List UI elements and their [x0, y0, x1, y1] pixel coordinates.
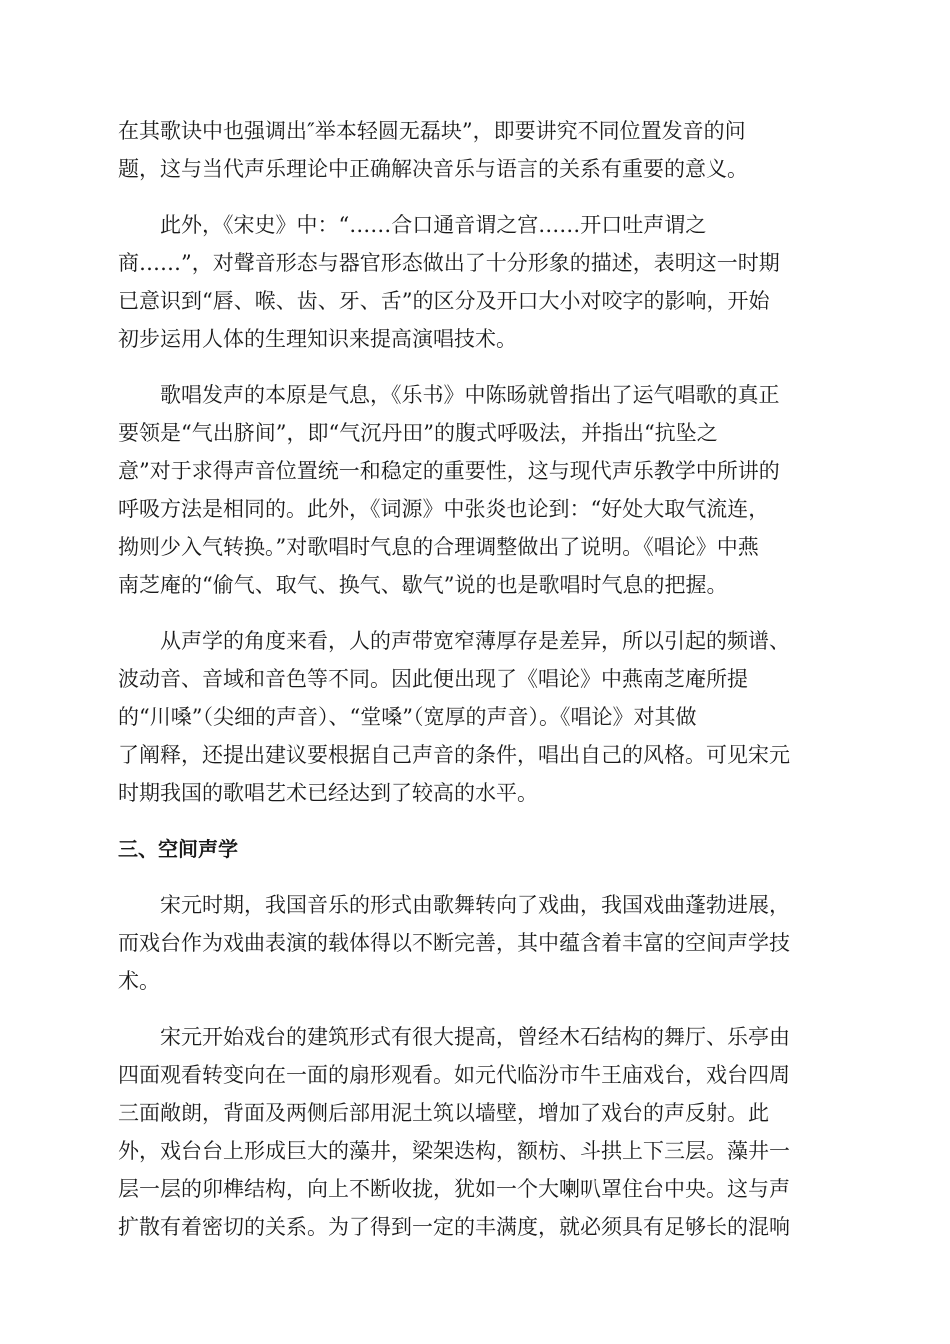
paragraph-opera-stage-intro: [118, 886, 838, 1000]
paragraph-acoustics-voice: [118, 622, 838, 812]
text-line: 从声学的角度来看，人的声带宽窄薄厚存是差异，所以引起的频谱、: [160, 629, 790, 653]
text-line: 拗则少入气转换。”对歌唱时气息的合理调整做出了说明。《唱论》中燕: [118, 535, 759, 559]
section-heading: 三、空间声学: [118, 837, 238, 861]
text-line: 四面观看转变向在一面的扇形观看。如元代临汾市牛王庙戏台，戏台四周: [118, 1063, 790, 1087]
text-line: 扩散有着密切的关系。为了得到一定的丰满度，就必须具有足够长的混响: [118, 1215, 790, 1239]
text-line: 三面敞朗，背面及两侧后部用泥土筑以墙壁，增加了戏台的声反射。此: [118, 1101, 769, 1125]
paragraph-breathing: [118, 376, 838, 604]
text-line: 此外，《宋史》中：“……合口通音谓之宫……开口吐声谓之: [160, 213, 707, 237]
text-line: 层一层的卯榫结构，向上不断收拢，犹如一个大喇叭罩住台中央。这与声: [118, 1177, 790, 1201]
text-line: 术。: [118, 969, 160, 993]
text-line: 宋元开始戏台的建筑形式有很大提高，曾经木石结构的舞厅、乐亭由: [160, 1025, 790, 1049]
text-line: 歌唱发声的本原是气息，《乐书》中陈旸就曾指出了运气唱歌的真正: [160, 383, 780, 407]
paragraph-song-shi: [118, 206, 838, 358]
text-line: 南芝庵的“偷气、取气、换气、歇气”说的也是歌唱时气息的把握。: [118, 573, 728, 597]
text-line: 在其歌诀中也强调出″举本轻圆无磊块”，即要讲究不同位置发音的问: [118, 119, 746, 143]
text-line: 宋元时期，我国音乐的形式由歌舞转向了戏曲，我国戏曲蓬勃进展，: [160, 893, 790, 917]
text-line: 要领是“气出脐间”，即“气沉丹田”的腹式呼吸法，并指出“抗坠之: [118, 421, 718, 445]
text-line: 初步运用人体的生理知识来提高演唱技术。: [118, 327, 517, 351]
text-line: 商……”，对聲音形态与器官形态做出了十分形象的描述，表明这一时期: [118, 251, 780, 275]
text-line: 题，这与当代声乐理论中正确解决音乐与语言的关系有重要的意义。: [118, 157, 748, 181]
document-page: [118, 112, 838, 1264]
text-line: 的“川嗓”（尖细的声音）、“堂嗓”（宽厚的声音）。《唱论》对其做: [118, 705, 697, 729]
text-line: 外，戏台台上形成巨大的藻井，梁架迭构，额枋、斗拱上下三层。藻井一: [118, 1139, 790, 1163]
paragraph-singing-position: [118, 112, 838, 188]
text-line: 波动音、音域和音色等不同。因此便出现了《唱论》中燕南芝庵所提: [118, 667, 748, 691]
text-line: 时期我国的歌唱艺术已经达到了较高的水平。: [118, 781, 538, 805]
text-line: 了阐释，还提出建议要根据自己声音的条件，唱出自己的风格。可见宋元: [118, 743, 790, 767]
text-line: 意”对于求得声音位置统一和稳定的重要性，这与现代声乐教学中所讲的: [118, 459, 780, 483]
text-line: 已意识到“唇、喉、齿、牙、舌”的区分及开口大小对咬字的影响，开始: [118, 289, 770, 313]
text-line: 而戏台作为戏曲表演的载体得以不断完善，其中蕴含着丰富的空间声学技: [118, 931, 790, 955]
text-line: 呼吸方法是相同的。此外，《词源》中张炎也论到：“好处大取气流连，: [118, 497, 770, 521]
paragraph-stage-architecture: [118, 1018, 838, 1246]
